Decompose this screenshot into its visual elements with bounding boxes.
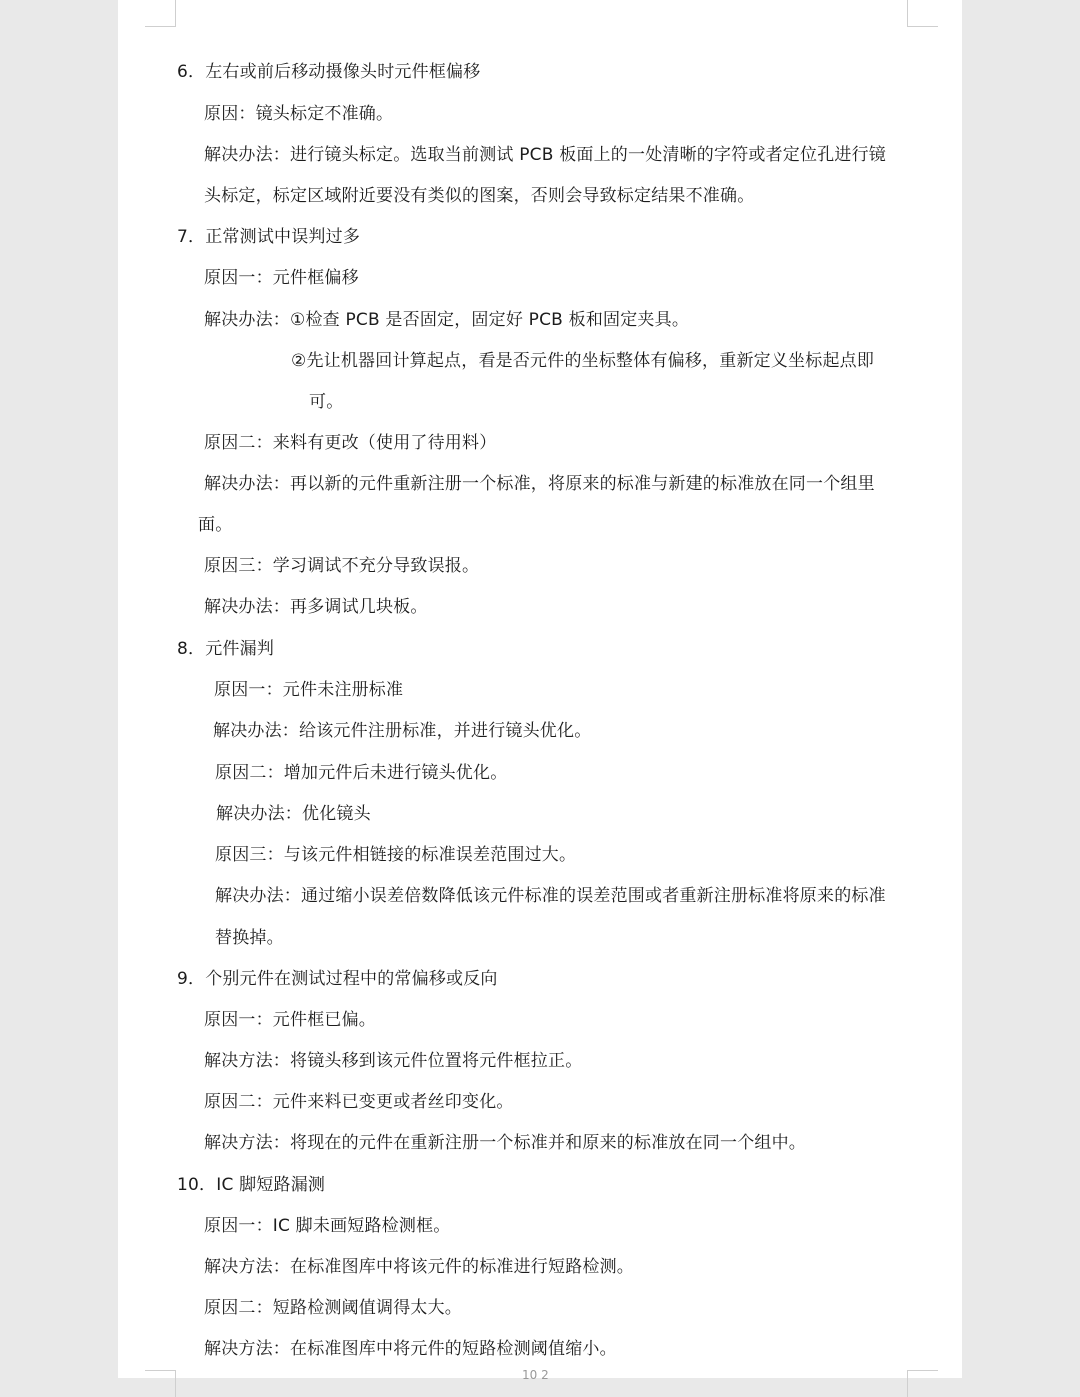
text-line: 解决办法：给该元件注册标准，并进行镜头优化。 bbox=[213, 721, 592, 741]
section-heading: 7．正常测试中误判过多 bbox=[177, 227, 361, 247]
text-line: 可。 bbox=[309, 392, 344, 412]
section-heading: 9．个别元件在测试过程中的常偏移或反向 bbox=[177, 969, 498, 989]
text-line: 原因二：来料有更改（使用了待用料） bbox=[204, 433, 497, 453]
page-corner-mark bbox=[145, 1370, 176, 1397]
text-line: 原因二：短路检测阈值调得太大。 bbox=[204, 1298, 462, 1318]
text-line: 头标定，标定区域附近要没有类似的图案，否则会导致标定结果不准确。 bbox=[204, 186, 755, 206]
text-line: 解决办法：①检查 PCB 是否固定，固定好 PCB 板和固定夹具。 bbox=[204, 310, 690, 330]
text-line: 解决办法：进行镜头标定。选取当前测试 PCB 板面上的一处清晰的字符或者定位孔进行镜 bbox=[204, 145, 886, 165]
text-line: 原因一：元件未注册标准 bbox=[214, 680, 404, 700]
text-line: 原因一：IC 脚未画短路检测框。 bbox=[204, 1216, 451, 1236]
text-line: 解决方法：将现在的元件在重新注册一个标准并和原来的标准放在同一个组中。 bbox=[204, 1133, 806, 1153]
section-heading: 10．IC 脚短路漏测 bbox=[177, 1175, 326, 1195]
text-line: 解决办法：再以新的元件重新注册一个标准，将原来的标准与新建的标准放在同一个组里 bbox=[204, 474, 875, 494]
text-line: 解决方法：将镜头移到该元件位置将元件框拉正。 bbox=[204, 1051, 583, 1071]
text-line: 原因二：元件来料已变更或者丝印变化。 bbox=[204, 1092, 514, 1112]
text-line: 解决方法：在标准图库中将该元件的标准进行短路检测。 bbox=[204, 1257, 634, 1277]
text-line: 面。 bbox=[198, 515, 233, 535]
page-number: 10 2 bbox=[522, 1368, 549, 1382]
text-line: 原因一：元件框偏移 bbox=[204, 268, 359, 288]
text-line: 解决办法：通过缩小误差倍数降低该元件标准的误差范围或者重新注册标准将原来的标准 bbox=[215, 886, 886, 906]
page-corner-mark bbox=[145, 0, 176, 27]
text-line: 解决办法：再多调试几块板。 bbox=[204, 597, 428, 617]
section-heading: 8．元件漏判 bbox=[177, 639, 275, 659]
text-line: 解决方法：在标准图库中将元件的短路检测阈值缩小。 bbox=[204, 1339, 617, 1359]
text-line: 原因：镜头标定不准确。 bbox=[204, 104, 394, 124]
text-line: 原因三：学习调试不充分导致误报。 bbox=[204, 556, 480, 576]
text-line: 原因一：元件框已偏。 bbox=[204, 1010, 376, 1030]
text-line: 原因二：增加元件后未进行镜头优化。 bbox=[215, 763, 508, 783]
text-line: 替换掉。 bbox=[215, 928, 284, 948]
text-line: ②先让机器回计算起点，看是否元件的坐标整体有偏移，重新定义坐标起点即 bbox=[291, 351, 875, 371]
page-corner-mark bbox=[907, 0, 938, 27]
text-line: 原因三：与该元件相链接的标准误差范围过大。 bbox=[215, 845, 577, 865]
text-line: 解决办法：优化镜头 bbox=[216, 804, 371, 824]
page-corner-mark bbox=[907, 1370, 938, 1397]
section-heading: 6．左右或前后移动摄像头时元件框偏移 bbox=[177, 62, 481, 82]
